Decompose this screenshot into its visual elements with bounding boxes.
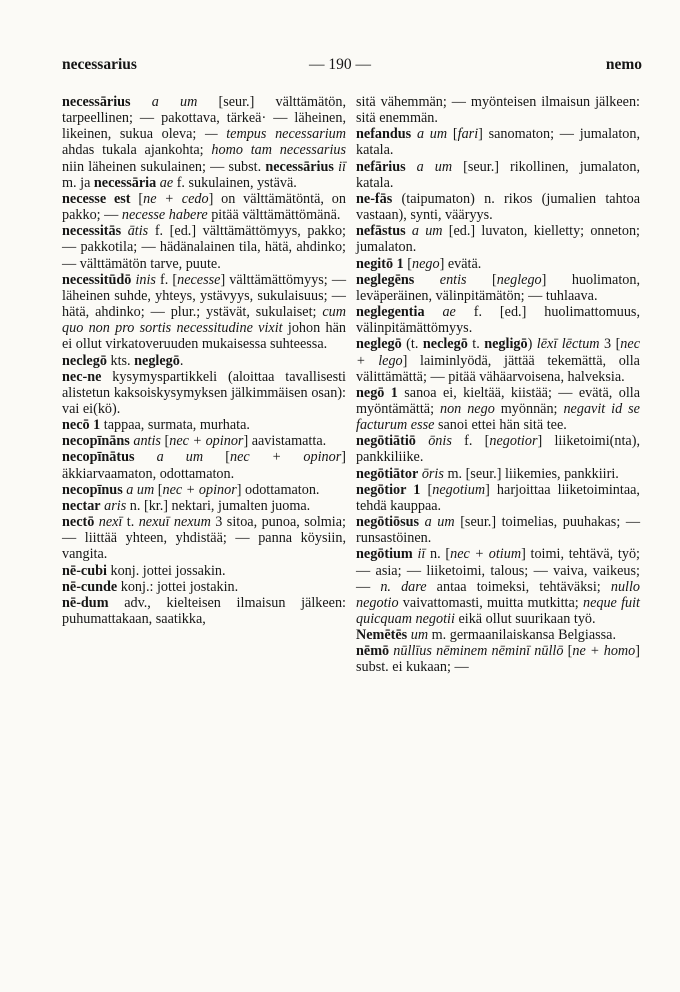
definition-text: myönnän;: [494, 400, 564, 417]
headword: necessārius: [265, 158, 334, 175]
headword: nectar: [62, 497, 101, 514]
definition-text: [: [225, 449, 230, 466]
dictionary-entry: [356, 126, 640, 158]
definition-text: f. [ed.] huolimattomuus, välinpitämättömyys.: [356, 304, 640, 337]
definition-text: [ed.] luvaton, kielletty; onneton; jumalaton.: [356, 223, 640, 256]
definition-text: m. [seur.] liikemies, pankkiiri.: [447, 465, 619, 482]
headword: nē-cunde: [62, 578, 118, 595]
grammar-or-example: a um: [419, 514, 461, 531]
headword: nectō: [62, 514, 95, 531]
left-column: [62, 94, 346, 627]
grammar-or-example: nec + opinor: [229, 449, 342, 466]
dictionary-entry: [356, 191, 640, 223]
definition-text: [: [452, 126, 458, 143]
dictionary-entry: [62, 94, 346, 191]
grammar-or-example: nec + opinor: [169, 433, 244, 450]
grammar-or-example: lēxī lēctum: [536, 336, 600, 353]
dictionary-entry: [62, 433, 346, 449]
grammar-or-example: entis: [414, 271, 492, 288]
definition-text: [: [164, 433, 170, 450]
dictionary-entry: [62, 498, 346, 514]
grammar-or-example: iī: [333, 158, 346, 175]
grammar-or-example: a um: [130, 94, 219, 110]
headword: nefārius: [356, 158, 406, 175]
headword: negōtiōsus: [356, 514, 420, 531]
grammar-or-example: neque fuit quicquam negotii: [356, 594, 640, 627]
dictionary-entry: [356, 514, 640, 546]
headword: nēmō: [356, 643, 390, 660]
grammar-or-example: iī: [412, 546, 431, 563]
dictionary-entry: [356, 223, 640, 255]
definition-text: ] toimi, tehtävä, työ; — asia; — liiketoimi, talous; — vaiva, vaikeus; —: [356, 546, 640, 595]
dictionary-entry: [356, 256, 640, 272]
headword: neglegentia: [356, 304, 425, 321]
definition-text: n. [kr.] nektari, jumalten juoma.: [129, 497, 311, 514]
definition-text: konj. jottei jossakin.: [106, 562, 226, 579]
definition-text: ] sanomaton; — jumalaton, katala.: [356, 126, 641, 159]
definition-text: t.: [126, 514, 139, 531]
definition-text: 3 sitoa, punoa, solmia; — liittää yhteen, yhdistää; — panna köysiin, vangita.: [62, 514, 346, 563]
dictionary-entry: [62, 223, 346, 271]
page-header: [0, 56, 680, 78]
definition-text: m. ja: [62, 174, 94, 191]
headword: neclegō: [62, 352, 107, 369]
dictionary-entry: [356, 546, 640, 627]
headword: ne-fās: [356, 190, 393, 207]
header-guide-word-left: necessarius: [62, 56, 137, 73]
definition-text: m. germaanilaiskansa Belgiassa.: [431, 627, 617, 644]
headword: negōtiātor: [356, 465, 419, 482]
definition-text: ] evätä.: [439, 255, 482, 272]
headword: nē-cubi: [62, 562, 107, 579]
definition-text: niin läheinen sukulainen; — subst.: [62, 158, 266, 175]
grammar-or-example: a um: [134, 449, 226, 466]
definition-text: [: [420, 481, 433, 498]
definition-text: adv., kielteisen ilmaisun jälkeen: puhumattakaan, saatikka,: [62, 594, 346, 627]
definition-text: f. [: [464, 433, 490, 450]
headword: necessitūdō: [62, 271, 132, 288]
definition-text: ] odottamaton.: [236, 481, 320, 498]
headword: nē-dum: [62, 594, 109, 611]
grammar-or-example: nūllīus nēminem nēminī nūllō: [389, 643, 568, 660]
grammar-or-example: nec + otium: [450, 546, 522, 563]
grammar-or-example: — tempus necessarium: [204, 126, 347, 143]
definition-text: ] laiminlyödä, jättää tekemättä, olla välittämättä; — pitää vähäarvoisena, halveksia.: [356, 352, 640, 385]
dictionary-entry: [356, 94, 640, 126]
headword: negligō: [484, 336, 528, 353]
headword: nefandus: [356, 126, 412, 143]
dictionary-entry: [356, 159, 640, 191]
grammar-or-example: n. dare: [380, 578, 427, 595]
definition-text: t.: [467, 336, 485, 353]
dictionary-entry: [62, 369, 346, 417]
dictionary-entry: [62, 482, 346, 498]
dictionary-entry: [356, 466, 640, 482]
definition-text: sanoi ettei hän sitä tee.: [434, 417, 567, 434]
grammar-or-example: necesse: [177, 271, 221, 288]
definition-text: (taipumaton) n. rikos (jumalien tahtoa vastaan), synti, vääryys.: [356, 190, 640, 224]
dictionary-entry: [356, 627, 640, 643]
definition-text: [: [492, 271, 497, 288]
definition-text: [: [567, 643, 573, 660]
definition-text: ahdas tukala ajankohta;: [62, 142, 212, 159]
grammar-or-example: homo tam necessarius: [211, 142, 346, 159]
headword: negōtior 1: [356, 481, 421, 498]
definition-text: tappaa, surmata, murhata.: [100, 417, 250, 434]
grammar-or-example: a um: [411, 126, 453, 143]
grammar-or-example: ae: [424, 304, 474, 321]
dictionary-entry: [356, 643, 640, 675]
definition-text: 3 [: [599, 336, 621, 353]
definition-text: pitää välttämättömänä.: [207, 207, 341, 224]
grammar-or-example: nexuī nexum: [138, 514, 211, 531]
grammar-or-example: cum quo non pro sortis necessitudine vixit: [62, 304, 346, 337]
grammar-or-example: non nego: [439, 400, 495, 417]
definition-text: johon hän ei ollut virkatoveruuden mukaisessa suhteessa.: [62, 320, 346, 353]
definition-text: kts.: [106, 352, 135, 369]
dictionary-entry: [62, 417, 346, 433]
grammar-or-example: ae: [156, 174, 177, 191]
grammar-or-example: inis: [131, 271, 161, 288]
right-column: [356, 94, 640, 676]
grammar-or-example: nec + opinor: [162, 481, 237, 498]
definition-text: ] subst. ei kukaan; —: [356, 643, 641, 676]
dictionary-entry: [356, 385, 640, 433]
definition-text: ] äkkiarvaamaton, odottamaton.: [62, 449, 346, 482]
headword: nec-ne: [62, 368, 102, 385]
headword: neglegēns: [356, 271, 415, 288]
grammar-or-example: ne + homo: [572, 643, 636, 660]
headword: neclegō: [422, 336, 468, 353]
definition-text: vaivattomasti, muitta mutkitta;: [398, 594, 583, 611]
dictionary-entry: [62, 579, 346, 595]
definition-text: ] harjoittaa liiketoimintaa, tehdä kauppaa.: [356, 481, 640, 514]
headword: necopīnātus: [62, 449, 135, 466]
definition-text: sitä vähemmän; — myönteisen ilmaisun jälkeen: sitä enemmän.: [356, 94, 640, 127]
definition-text: .: [179, 352, 184, 369]
definition-text: ] huolimaton, leväperäinen, välinpitämätön; — tuhlaava.: [356, 271, 640, 304]
definition-text: [: [130, 190, 144, 207]
definition-text: n. [: [430, 546, 451, 563]
grammar-or-example: a um: [122, 481, 158, 498]
definition-text: sanoa ei, kieltää, kiistää; — evätä, olla myöntämättä;: [356, 384, 641, 417]
headword: negōtiātiō: [356, 433, 416, 450]
definition-text: antaa toimeksi, tehtäväksi;: [426, 578, 611, 595]
headword: necō 1: [62, 417, 101, 434]
grammar-or-example: a um: [405, 158, 464, 175]
definition-text: [seur.] rikollinen, jumalaton, katala.: [356, 158, 641, 191]
definition-text: [seur.] välttämätön, tarpeellinen; — pakottava, tärkeä· — läheinen, likeinen, sukua oleva;: [62, 94, 346, 143]
definition-text: [: [403, 255, 412, 272]
dictionary-entry: [62, 449, 346, 481]
dictionary-entry: [356, 336, 640, 384]
definition-text: [seur.] toimelias, puuhakas; — runsastöinen.: [356, 514, 641, 547]
headword: neglegō: [356, 336, 402, 353]
page-number: — 190 —: [309, 56, 371, 73]
headword: neglegō: [134, 352, 180, 369]
dictionary-entry: [356, 482, 640, 514]
definition-text: ] aavistamatta.: [243, 433, 327, 450]
headword: necessitās: [62, 223, 122, 240]
header-guide-word-right: nemo: [605, 56, 642, 73]
grammar-or-example: negavit id se facturum esse: [356, 400, 640, 434]
headword: necessārius: [62, 94, 131, 110]
headword: nefāstus: [356, 223, 406, 240]
headword: negōtium: [356, 546, 413, 563]
definition-text: kysymyspartikkeli (aloittaa tavallisesti alistetun kaksoiskysymyksen jälkimmäisen osan): vai ei(kö).: [62, 368, 346, 417]
grammar-or-example: necesse habere: [121, 207, 208, 224]
grammar-or-example: negotium: [432, 481, 486, 498]
dictionary-entry: [62, 514, 346, 562]
dictionary-entry: [62, 191, 346, 223]
grammar-or-example: a um: [405, 223, 449, 240]
grammar-or-example: ātis: [121, 223, 155, 240]
definition-text: ] välttämättömyys; — läheinen suhde, yhteys, ystävyys, sukulaisuus; — hätä, ahdinko; — plur.; ystävät, sukulaiset;: [62, 271, 347, 321]
headword: negitō 1: [356, 255, 404, 272]
definition-text: konj.: jottei jostakin.: [117, 578, 239, 595]
headword: Nemētēs: [356, 627, 408, 644]
definition-text: [: [157, 481, 163, 498]
headword: necesse est: [62, 190, 131, 207]
definition-text: (t.: [401, 336, 423, 353]
dictionary-entry: [356, 272, 640, 304]
grammar-or-example: antis: [129, 433, 165, 450]
grammar-or-example: ōris: [418, 465, 448, 482]
definition-text: f. sukulainen, ystävä.: [176, 174, 297, 191]
headword: necopīnus: [62, 481, 123, 498]
definition-text: f. [: [160, 271, 178, 288]
grammar-or-example: fari: [457, 126, 479, 143]
definition-text: f. [ed.] välttämättömyys, pakko; — pakkotila; — hädänalainen tila, hätä, ahdinko; — välttämätön tarve, puute.: [62, 223, 346, 272]
headword: necopīnāns: [62, 433, 130, 450]
definition-text: ): [527, 336, 537, 353]
dictionary-entry: [356, 433, 640, 465]
grammar-or-example: aris: [100, 497, 130, 514]
dictionary-entry: [62, 272, 346, 353]
grammar-or-example: nexī: [94, 514, 127, 531]
dictionary-entry: [62, 595, 346, 627]
definition-text: eikä ollut suurikaan työ.: [454, 611, 596, 627]
grammar-or-example: nego: [411, 255, 440, 272]
headword: necessāria: [93, 174, 157, 191]
definition-text: ] on välttämätöntä, on pakko; —: [62, 190, 346, 224]
grammar-or-example: neglego: [496, 271, 542, 288]
grammar-or-example: ne + cedo: [143, 190, 209, 207]
grammar-or-example: negotior: [489, 433, 538, 450]
headword: negō 1: [356, 384, 398, 401]
dictionary-entry: [62, 353, 346, 369]
grammar-or-example: um: [407, 627, 432, 644]
grammar-or-example: ōnis: [415, 433, 465, 450]
dictionary-entry: [356, 304, 640, 336]
grammar-or-example: nec + lego: [356, 336, 640, 369]
dictionary-entry: [62, 563, 346, 579]
definition-text: ] liiketoimi(nta), pankkiliike.: [356, 433, 640, 466]
grammar-or-example: nullo negotio: [356, 578, 641, 611]
